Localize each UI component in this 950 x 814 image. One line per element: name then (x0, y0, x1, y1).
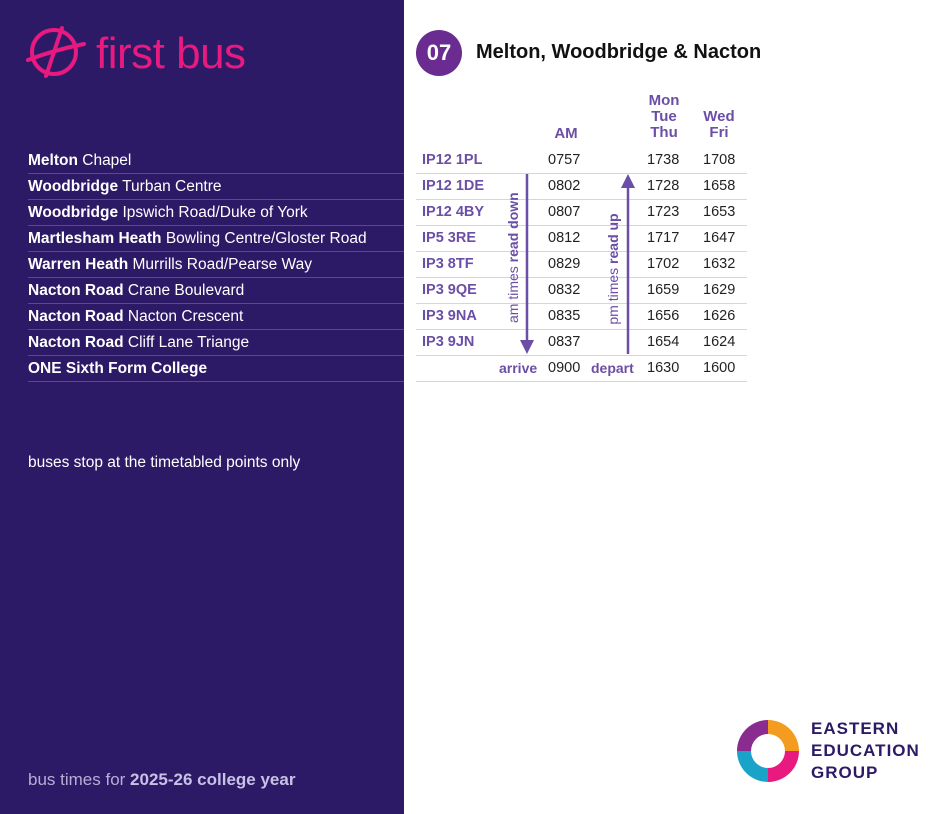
thu-label: Thu (650, 124, 678, 141)
wed-fri-time: 1624 (703, 334, 736, 350)
mon-tue-thu-time: 1656 (647, 308, 680, 324)
arrive-label: arrive (499, 360, 538, 376)
stop-row (28, 226, 404, 252)
stop-postcode: IP3 8TF (422, 256, 474, 272)
pm-read-up-label (605, 204, 621, 334)
wed-fri-time: 1647 (703, 230, 736, 246)
wed-fri-time: 1600 (703, 360, 736, 376)
wed-fri-time: 1632 (703, 256, 736, 272)
stop-row (28, 252, 404, 278)
footer-emphasis: 2025-26 college year (130, 770, 296, 789)
stop-name: Nacton Crescent (127, 308, 244, 325)
mon-label: Mon (648, 92, 680, 109)
stop-area: Warren Heath (28, 256, 129, 273)
route-number-badge: 07 (416, 30, 462, 76)
stop-row (28, 174, 404, 200)
wed-label: Wed (703, 108, 735, 125)
am-time: 0837 (548, 334, 581, 350)
partner-name (811, 718, 920, 784)
mon-tue-thu-time: 1723 (647, 204, 680, 220)
wed-fri-header (698, 109, 740, 141)
stop-postcode: IP12 1PL (422, 152, 483, 168)
first-bus-logo-icon (26, 24, 86, 80)
pm-up-arrowhead (621, 174, 635, 188)
first-bus-logo (26, 24, 266, 80)
stop-name: Crane Boulevard (127, 282, 245, 299)
stop-name: Chapel (82, 152, 132, 169)
depart-label: depart (591, 360, 634, 376)
stop-postcode: IP3 9NA (422, 308, 477, 324)
stop-name: Ipswich Road/Duke of York (122, 204, 308, 221)
stop-name: Bowling Centre/Gloster Road (165, 230, 367, 247)
fri-label: Fri (709, 124, 729, 141)
am-time: 0802 (548, 178, 581, 194)
stops-panel (0, 0, 404, 814)
stop-row (28, 356, 404, 382)
mon-tue-thu-time: 1659 (647, 282, 680, 298)
am-down-arrowhead (520, 340, 534, 354)
pm-times-prefix: pm times (605, 263, 621, 325)
mon-tue-thu-time: 1717 (647, 230, 680, 246)
mon-tue-thu-time: 1738 (647, 152, 680, 168)
footer-prefix: bus times for (28, 770, 131, 789)
route-title: Melton, Woodbridge & Nacton (476, 41, 762, 63)
stop-row (28, 330, 404, 356)
stop-name: Murrills Road/Pearse Way (132, 256, 312, 273)
am-time: 0757 (548, 152, 581, 168)
stop-area: Nacton Road (28, 282, 124, 299)
eastern-education-group-logo-icon (733, 716, 803, 786)
am-read-down: read down (505, 192, 521, 263)
partner-line-2: EDUCATION (811, 741, 920, 760)
partner-line-1: EASTERN (811, 719, 900, 738)
wed-fri-time: 1708 (703, 152, 736, 168)
stop-row (28, 148, 404, 174)
stop-name: Cliff Lane Triange (127, 334, 250, 351)
direction-arrows (416, 148, 747, 382)
pm-read-up: read up (605, 213, 621, 264)
am-time: 0807 (548, 204, 581, 220)
am-time: 0835 (548, 308, 581, 324)
stop-row (28, 200, 404, 226)
stop-postcode: IP5 3RE (422, 230, 476, 246)
am-time: 0812 (548, 230, 581, 246)
stop-row (28, 278, 404, 304)
am-time: 0829 (548, 256, 581, 272)
wed-fri-time: 1653 (703, 204, 736, 220)
mon-tue-thu-time: 1654 (647, 334, 680, 350)
stop-postcode: IP12 1DE (422, 178, 485, 194)
partner-line-3: GROUP (811, 763, 879, 782)
stop-area: Nacton Road (28, 334, 124, 351)
stop-area: Woodbridge (28, 204, 119, 221)
mon-tue-thu-time: 1702 (647, 256, 680, 272)
wed-fri-time: 1658 (703, 178, 736, 194)
stop-list (28, 148, 404, 382)
mon-tue-thu-time: 1728 (647, 178, 680, 194)
stop-note: buses stop at the timetabled points only (28, 454, 301, 471)
stop-area: Nacton Road (28, 308, 124, 325)
am-time: 0832 (548, 282, 581, 298)
tue-label: Tue (651, 108, 677, 125)
wed-fri-time: 1626 (703, 308, 736, 324)
stop-postcode: IP3 9QE (422, 282, 477, 298)
stop-postcode: IP3 9JN (422, 334, 475, 350)
wed-fri-time: 1629 (703, 282, 736, 298)
stop-row (28, 304, 404, 330)
stop-postcode: IP12 4BY (422, 204, 485, 220)
am-time: 0900 (548, 360, 581, 376)
mon-tue-thu-header (640, 93, 688, 141)
stop-name: Turban Centre (122, 178, 222, 195)
mon-tue-thu-time: 1630 (647, 360, 680, 376)
am-times-prefix: am times (505, 262, 521, 323)
eastern-education-group-logo (733, 716, 933, 786)
stop-area: Martlesham Heath (28, 230, 162, 247)
college-year-footer (28, 770, 295, 790)
am-header: AM (554, 125, 578, 142)
am-read-down-label (505, 193, 521, 323)
brand-name: first bus (96, 29, 246, 78)
stop-area: Melton (28, 152, 78, 169)
stop-area: ONE Sixth Form College (28, 360, 208, 377)
stop-area: Woodbridge (28, 178, 119, 195)
